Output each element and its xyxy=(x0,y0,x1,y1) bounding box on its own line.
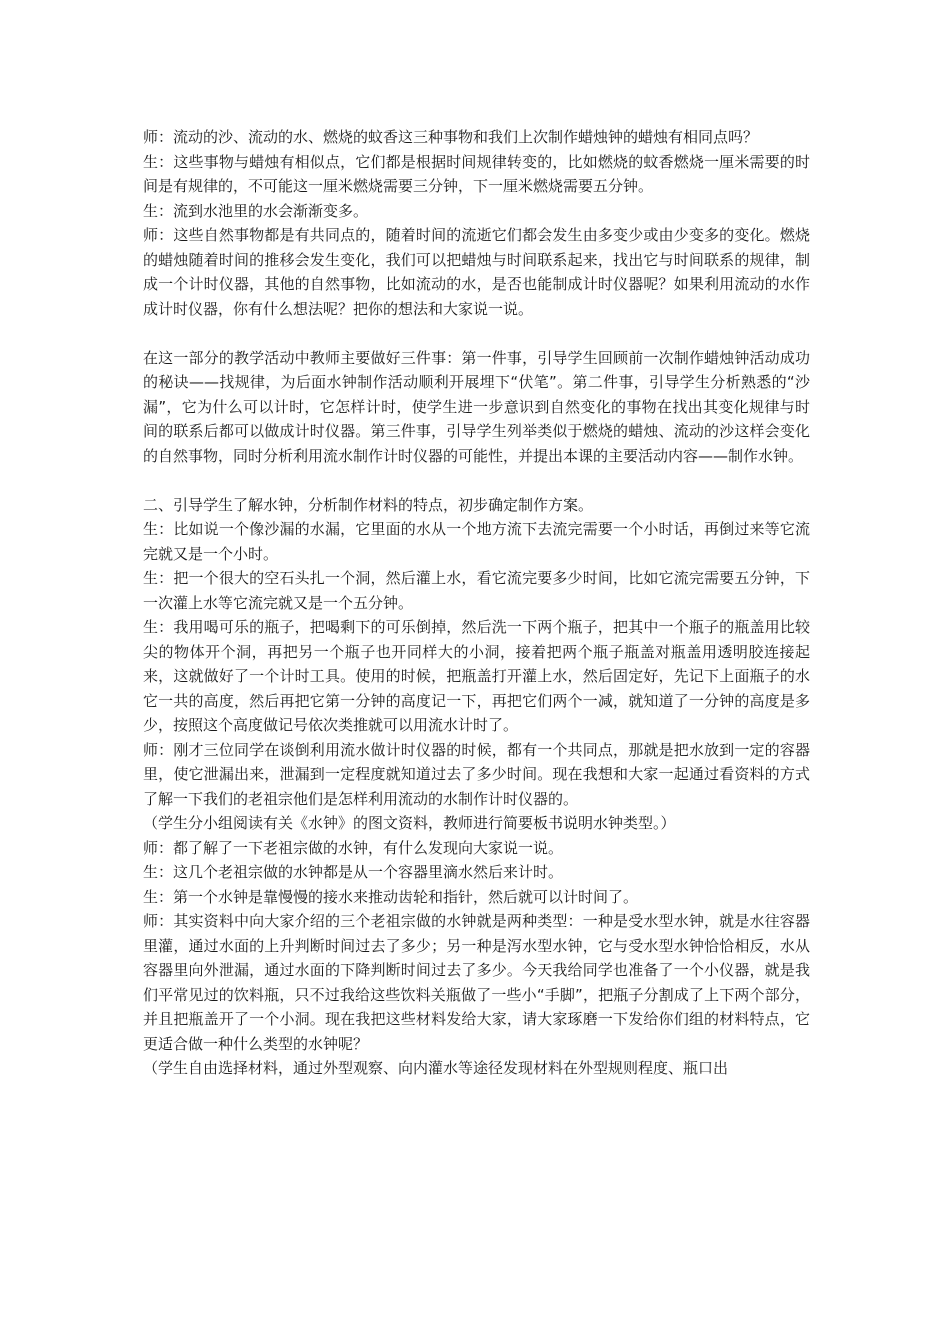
dialogue-paragraph: 生：这些事物与蜡烛有相似点，它们都是根据时间规律转变的，比如燃烧的蚊香燃烧一厘米需要的时间是有规律的，不可能这一厘米燃烧需要三分钟，下一厘米燃烧需要五分钟。 xyxy=(143,152,810,195)
section-heading: 二、引导学生了解水钟，分析制作材料的特点，初步确定制作方案。 xyxy=(143,495,594,514)
commentary-paragraph: 在这一部分的教学活动中教师主要做好三件事：第一件事，引导学生回顾前一次制作蜡烛钟活动成功的秘诀——找规律，为后面水钟制作活动顺利开展埋下“伏笔”。第二件事，引导学生分析熟悉的“沙漏”，它为什么可以计时，它怎样计时，使学生进一步意识到自然变化的事物在找出其变化规律与时间的联系后都可以做成计时仪器。第三件事，引导学生列举类似于燃烧的蜡烛、流动的沙这样会变化的自然事物，同时分析利用流水制作计时仪器的可能性，并提出本课的主要活动内容——制作水钟。 xyxy=(143,348,810,465)
activity-note: （学生自由选择材料，通过外型观察、向内灌水等途径发现材料在外型规则程度、瓶口出 xyxy=(143,1059,729,1077)
dialogue-paragraph: 生：把一个很大的空石头扎一个洞，然后灌上水，看它流完要多少时间，比如它流完需要五分钟，下一次灌上水等它流完就又是一个五分钟。 xyxy=(143,569,810,612)
dialogue-paragraph: 师：其实资料中向大家介绍的三个老祖宗做的水钟就是两种类型：一种是受水型水钟，就是水往容器里灌，通过水面的上升判断时间过去了多少；另一种是泻水型水钟，它与受水型水钟恰恰相反，水从容器里向外泄漏，通过水面的下降判断时间过去了多少。今天我给同学也准备了一个小仪器，就是我们平常见过的饮料瓶，只不过我给这些饮料关瓶做了一些小“手脚”，把瓶子分割成了上下两个部分，并且把瓶盖开了一个小洞。现在我把这些材料发给大家，请大家琢磨一下发给你们组的材料特点，它更适合做一种什么类型的水钟呢？ xyxy=(143,912,810,1053)
dialogue-paragraph: 师：这些自然事物都是有共同点的，随着时间的流逝它们都会发生由多变少或由少变多的变化。燃烧的蜡烛随着时间的推移会发生变化，我们可以把蜡烛与时间联系起来，找出它与时间联系的规律，制成一个计时仪器，其他的自然事物，比如流动的水，是否也能制成计时仪器呢？如果利用流动的水作成计时仪器，你有什么想法呢？把你的想法和大家说一说。 xyxy=(143,226,810,318)
dialogue-paragraph: 生：比如说一个像沙漏的水漏，它里面的水从一个地方流下去流完需要一个小时话，再倒过来等它流完就又是一个小时。 xyxy=(143,520,810,563)
dialogue-paragraph: 师：都了解了一下老祖宗做的水钟，有什么发现向大家说一说。 xyxy=(143,838,564,857)
dialogue-paragraph: 生：第一个水钟是靠慢慢的接水来推动齿轮和指针，然后就可以计时间了。 xyxy=(143,887,639,906)
paragraph-spacer xyxy=(143,468,810,493)
dialogue-paragraph: 生：这几个老祖宗做的水钟都是从一个容器里滴水然后来计时。 xyxy=(143,863,564,881)
dialogue-paragraph: 生：我用喝可乐的瓶子，把喝剩下的可乐倒掉，然后洗一下两个瓶子，把其中一个瓶子的瓶盖用比较尖的物体开个洞，再把另一个瓶子也开同样大的小洞，接着把两个瓶子瓶盖对瓶盖用透明胶连接起来，这就做好了一个计时工具。使用的时候，把瓶盖打开灌上水，然后固定好，先记下上面瓶子的水它一共的高度，然后再把它第一分钟的高度记一下，再把它们两个一减，就知道了一分钟的高度是多少，按照这个高度做记号依次类推就可以用流水计时了。 xyxy=(143,618,810,734)
activity-note: （学生分小组阅读有关《水钟》的图文资料，教师进行简要板书说明水钟类型。） xyxy=(143,814,676,832)
document-page xyxy=(143,125,810,1081)
dialogue-paragraph: 师：刚才三位同学在谈倒利用流水做计时仪器的时候，都有一个共同点，那就是把水放到一定的容器里，使它泄漏出来，泄漏到一定程度就知道过去了多少时间。现在我想和大家一起通过看资料的方式了解一下我们的老祖宗他们是怎样利用流动的水制作计时仪器的。 xyxy=(143,740,810,808)
paragraph-spacer xyxy=(143,321,810,346)
dialogue-paragraph: 师：流动的沙、流动的水、燃烧的蚊香这三种事物和我们上次制作蜡烛钟的蜡烛有相同点吗？ xyxy=(143,128,759,146)
dialogue-paragraph: 生：流到水池里的水会渐渐变多。 xyxy=(143,201,369,220)
